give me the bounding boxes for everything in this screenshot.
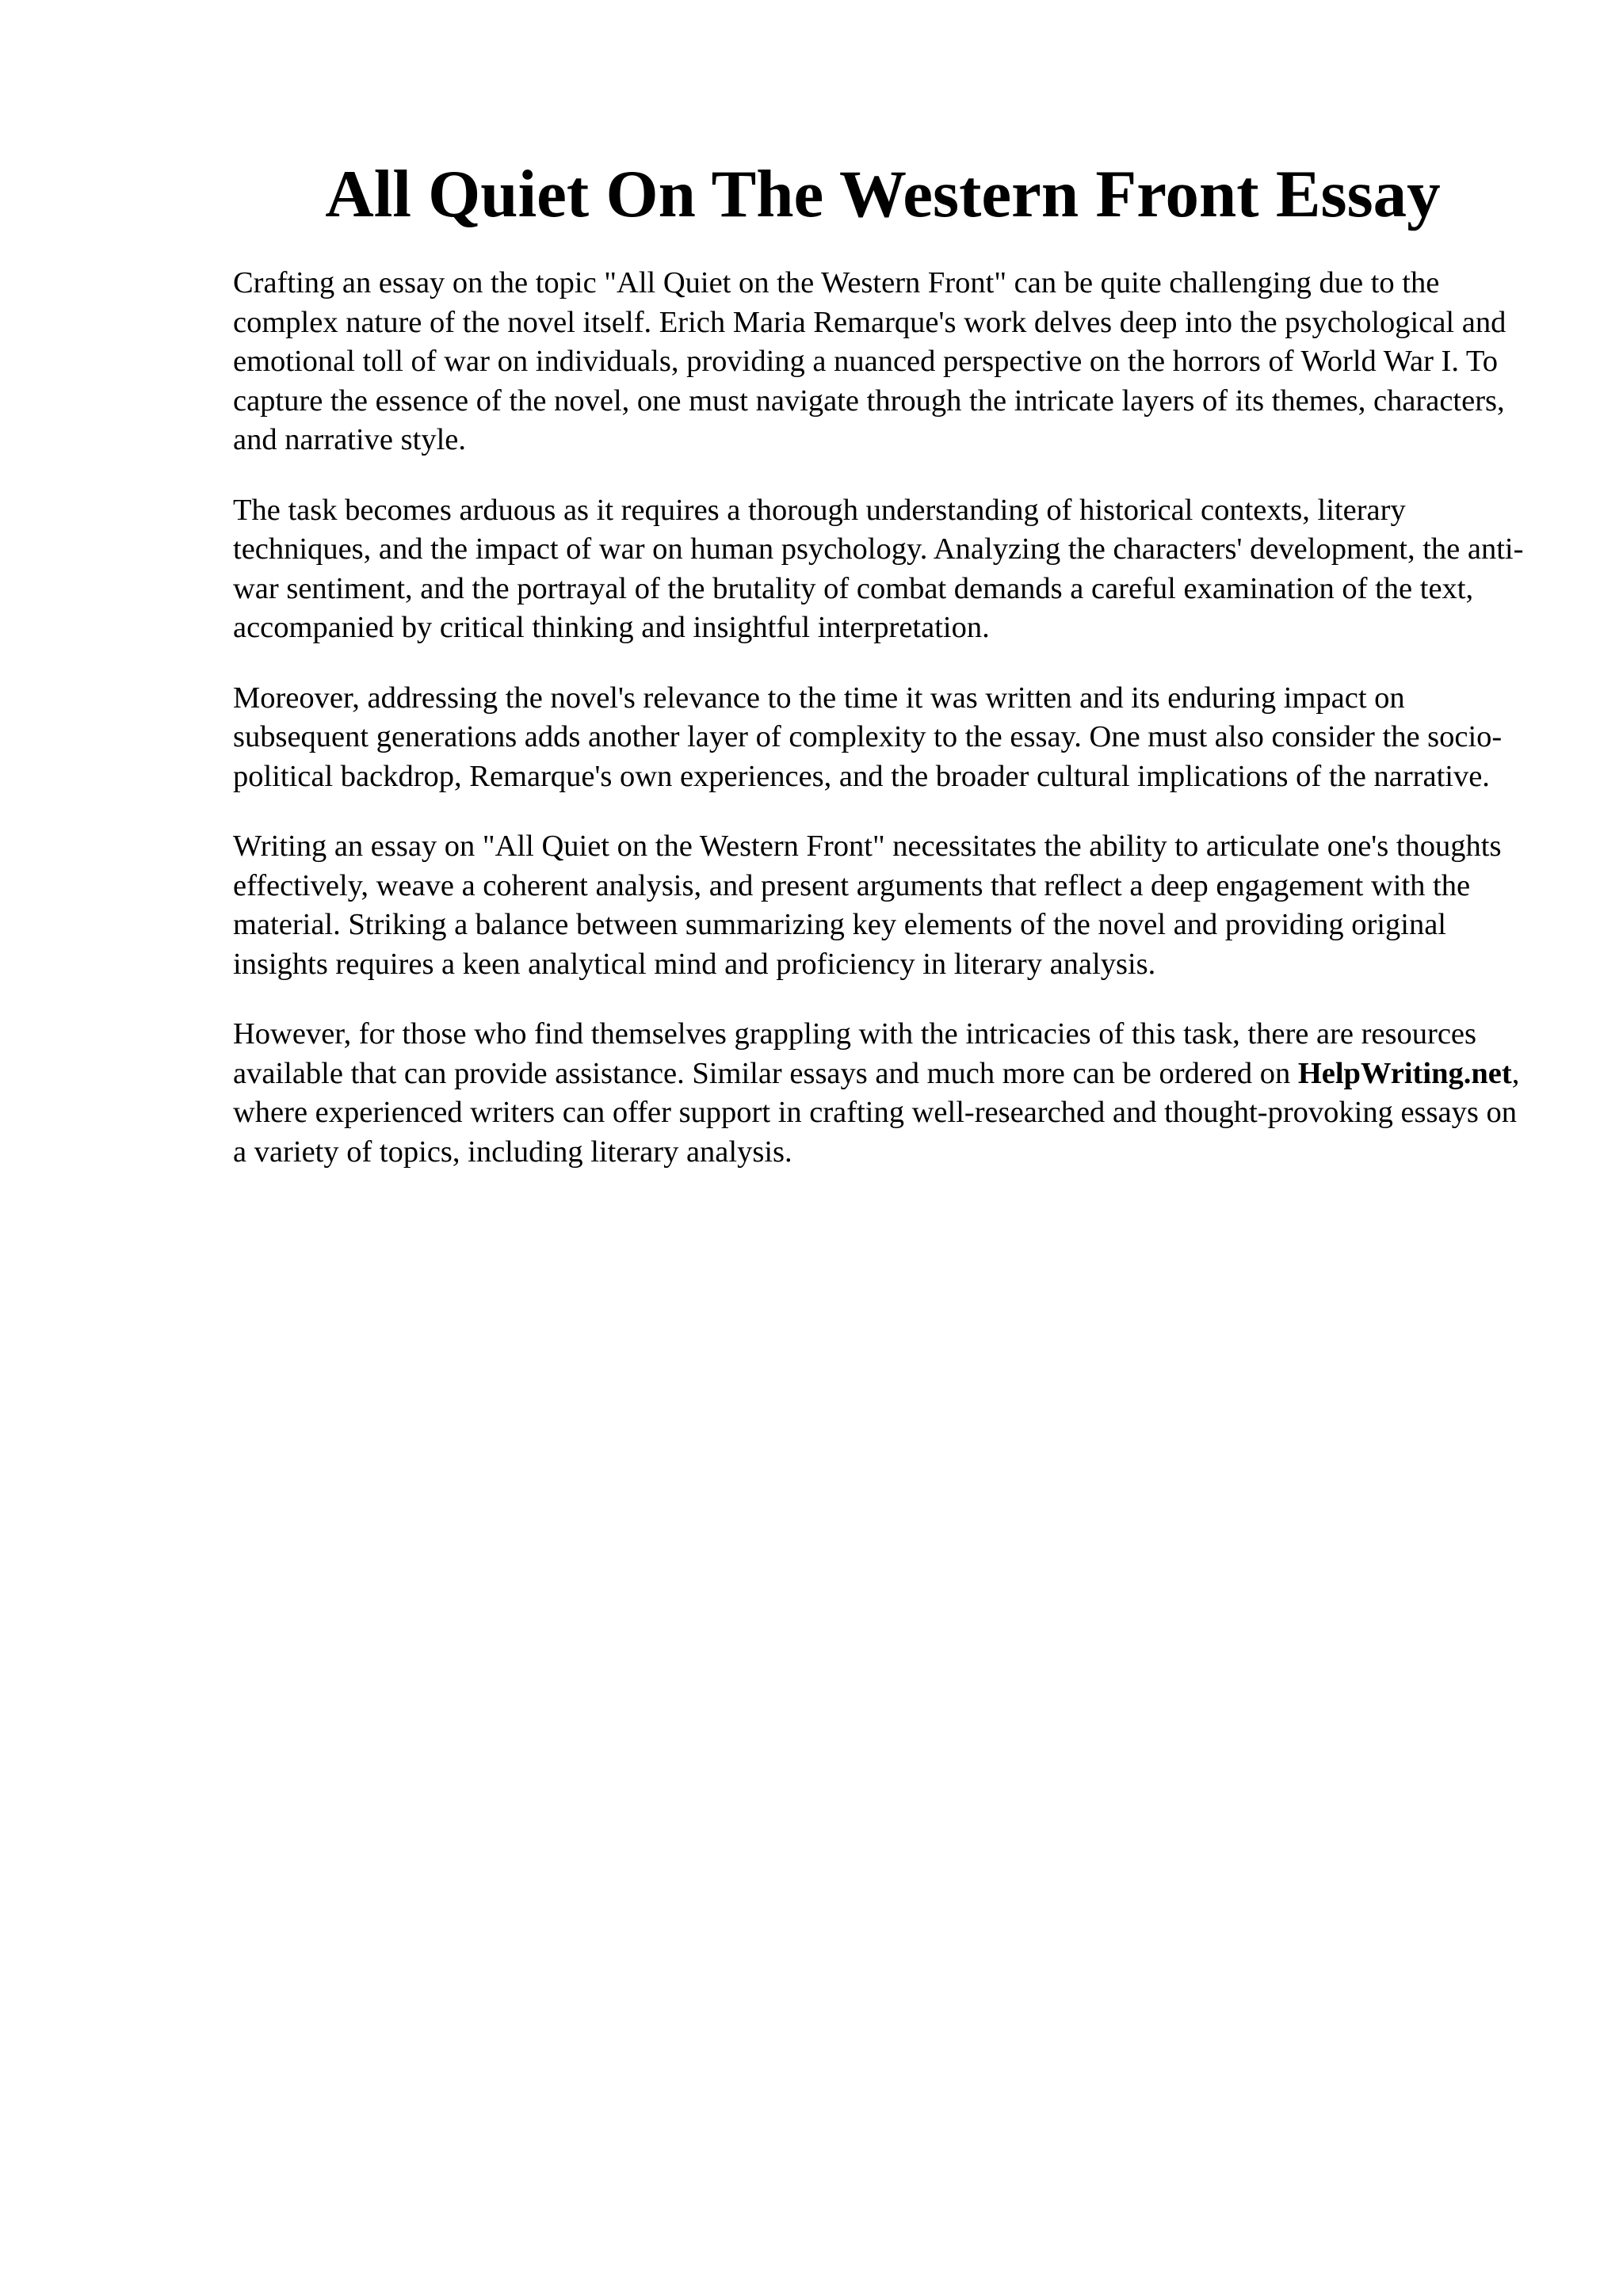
- paragraph-1: Crafting an essay on the topic "All Quiet on the Western Front" can be quite challenging due to the complex nature of the novel itself. Erich Maria Remarque's work delves deep into the psychological and emotional toll of war on individuals, providing a nuanced perspective on the horrors of World War I. To capture the essence of the novel, one must navigate through the intricate layers of its themes, characters, and narrative style.: [233, 266, 1507, 456]
- helpwriting-link[interactable]: HelpWriting.net: [1297, 1056, 1512, 1090]
- closing-text-after: , where experienced writers can offer support in crafting well-researched and thought-provoking essays on a variety of topics, including literary analysis.: [233, 1056, 1520, 1169]
- page-title: All Quiet On The Western Front Essay: [325, 157, 1441, 231]
- paragraph-4: Writing an essay on "All Quiet on the Western Front" necessitates the ability to articulate one's thoughts effectively, weave a coherent analysis, and present arguments that reflect a deep engagement with the material. Striking a balance between summarizing key elements of the novel and providing original insights requires a keen analytical mind and proficiency in literary analysis.: [233, 830, 1502, 981]
- paragraph-5: [233, 1015, 1533, 1172]
- essay-body: [233, 264, 1533, 1203]
- paragraph-2: The task becomes arduous as it requires a thorough understanding of historical contexts, literary techniques, and the impact of war on human psychology. Analyzing the characters' development, the anti-war sentiment, and the portrayal of the brutality of combat demands a careful examination of the text, accompanied by critical thinking and insightful interpretation.: [233, 493, 1524, 644]
- paragraph-3: Moreover, addressing the novel's relevance to the time it was written and its enduring impact on subsequent generations adds another layer of complexity to the essay. One must also consider the socio-political backdrop, Remarque's own experiences, and the broader cultural implications of the narrative.: [233, 681, 1503, 793]
- closing-text-before: However, for those who find themselves grappling with the intricacies of this task, there are resources available that can provide assistance. Similar essays and much more can be ordered on: [233, 1017, 1476, 1090]
